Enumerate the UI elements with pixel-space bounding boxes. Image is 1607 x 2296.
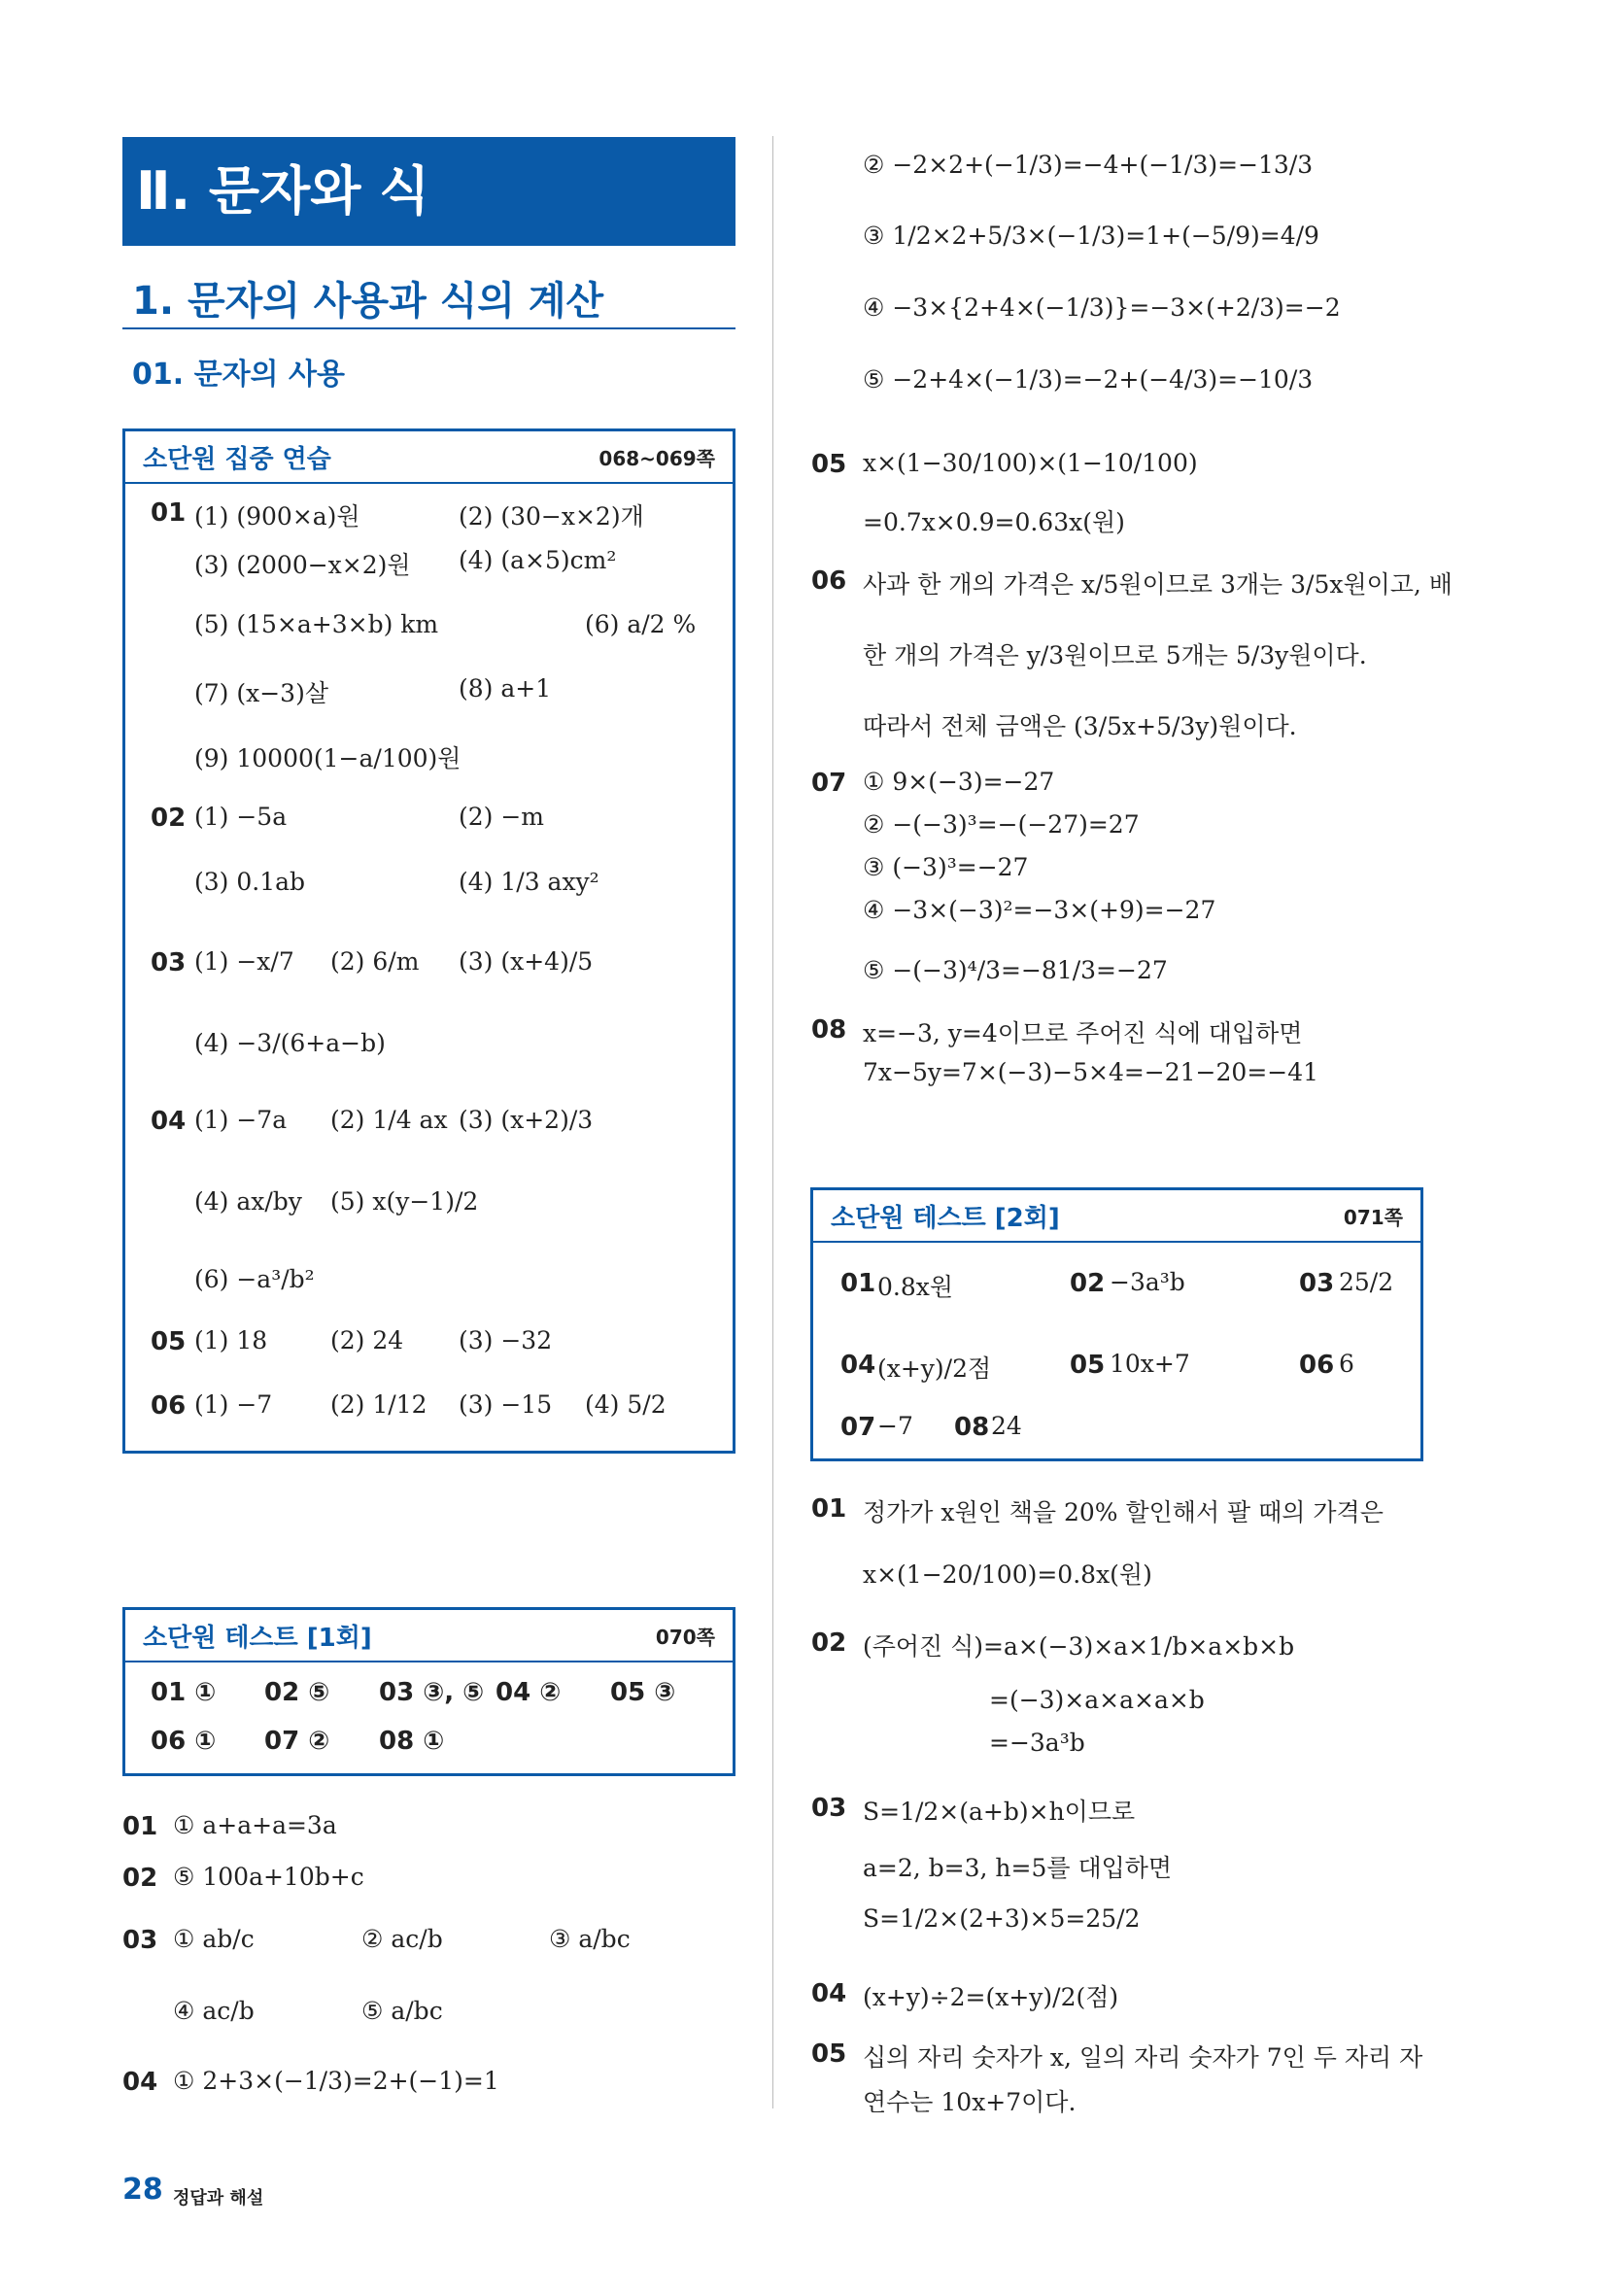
section-rule xyxy=(122,327,735,329)
practice-box-header xyxy=(125,431,733,484)
answer: 01 ① xyxy=(151,1678,217,1707)
answer: (x+y)/2점 xyxy=(877,1354,992,1383)
item-number: 06 xyxy=(151,1391,187,1421)
chapter-banner xyxy=(122,137,735,246)
test2-box-title: 소단원 테스트 [2회] xyxy=(831,1204,1060,1233)
item-number: 02 xyxy=(151,804,187,833)
solution-text: ⑤ a/bc xyxy=(361,1997,443,2025)
footer-label: 정답과 해설 xyxy=(173,2188,264,2209)
solution-text: ② −(−3)³=−(−27)=27 xyxy=(863,810,1140,839)
solution-text: S=1/2×(a+b)×h이므로 xyxy=(863,1798,1136,1826)
answer: (1) −7 xyxy=(194,1390,273,1419)
answer: (6) a/2 % xyxy=(585,610,697,638)
answer: (4) (a×5)cm² xyxy=(459,546,617,574)
answer: (2) 24 xyxy=(330,1326,404,1354)
item-number: 05 xyxy=(811,2039,847,2069)
answer: −7 xyxy=(877,1412,913,1440)
solution-text: 7x−5y=7×(−3)−5×4=−21−20=−41 xyxy=(863,1058,1319,1086)
solution-text: x=−3, y=4이므로 주어진 식에 대입하면 xyxy=(863,1019,1303,1047)
solution-text: ③ (−3)³=−27 xyxy=(863,853,1029,881)
answer: (9) 10000(1−a/100)원 xyxy=(194,744,462,772)
practice-box-title: 소단원 집중 연습 xyxy=(143,445,331,474)
solution-text: ② ac/b xyxy=(361,1925,443,1953)
item-number: 01 xyxy=(840,1269,876,1298)
answer: (4) 1/3 axy² xyxy=(459,868,599,896)
answer: (6) −a³/b² xyxy=(194,1265,315,1293)
answer: (3) (x+4)/5 xyxy=(459,947,594,976)
answer: (5) x(y−1)/2 xyxy=(330,1187,479,1216)
solution-text: ① 9×(−3)=−27 xyxy=(863,768,1055,796)
answer: 03 ③, ⑤ xyxy=(379,1678,485,1707)
answer: −3a³b xyxy=(1110,1268,1185,1296)
answer: (4) 5/2 xyxy=(585,1390,667,1419)
solution-text: =(−3)×a×a×a×b xyxy=(989,1686,1205,1714)
answer: (2) 1/4 ax xyxy=(330,1106,448,1134)
answer: (8) a+1 xyxy=(459,674,552,703)
solution-text: =−3a³b xyxy=(989,1729,1085,1757)
answer: (1) −x/7 xyxy=(194,947,294,976)
test1-box-header xyxy=(125,1610,733,1662)
answer: (2) 1/12 xyxy=(330,1390,427,1419)
item-number: 03 xyxy=(151,948,187,977)
answer: (7) (x−3)살 xyxy=(194,679,328,707)
answer: (4) ax/by xyxy=(194,1187,302,1216)
item-number: 06 xyxy=(811,566,847,596)
item-number: 05 xyxy=(151,1327,187,1356)
answer: (5) (15×a+3×b) km xyxy=(194,610,439,638)
answer: (2) (30−x×2)개 xyxy=(459,502,644,531)
practice-box xyxy=(122,428,735,1454)
answer: (3) −15 xyxy=(459,1390,553,1419)
solution-text: ③ 1/2×2+5/3×(−1/3)=1+(−5/9)=4/9 xyxy=(863,222,1319,250)
answer: (1) −5a xyxy=(194,803,288,831)
chapter-title: Ⅱ. 문자와 식 xyxy=(136,160,430,222)
answer: (4) −3/(6+a−b) xyxy=(194,1029,386,1057)
item-number: 03 xyxy=(122,1926,158,1955)
item-number: 01 xyxy=(151,498,187,528)
subsection-title: 01. 문자의 사용 xyxy=(132,358,345,392)
item-number: 07 xyxy=(840,1413,876,1442)
solution-text: ④ ac/b xyxy=(173,1997,255,2025)
answer: 6 xyxy=(1339,1350,1354,1378)
item-number: 06 xyxy=(1299,1351,1335,1380)
item-number: 04 xyxy=(151,1107,187,1136)
solution-text: ① 2+3×(−1/3)=2+(−1)=1 xyxy=(173,2067,499,2095)
solution-text: ⑤ 100a+10b+c xyxy=(173,1863,364,1891)
answer: (2) −m xyxy=(459,803,545,831)
item-number: 04 xyxy=(122,2068,158,2097)
answer: 05 ③ xyxy=(610,1678,676,1707)
item-number: 01 xyxy=(811,1494,847,1524)
solution-text: ⑤ −(−3)⁴/3=−81/3=−27 xyxy=(863,956,1168,984)
solution-text: ④ −3×{2+4×(−1/3)}=−3×(+2/3)=−2 xyxy=(863,293,1341,322)
answer: (3) 0.1ab xyxy=(194,868,306,896)
solution-text: 한 개의 가격은 y/3원이므로 5개는 5/3y원이다. xyxy=(863,641,1367,669)
solution-text: ① ab/c xyxy=(173,1925,255,1953)
solution-text: (주어진 식)=a×(−3)×a×1/b×a×b×b xyxy=(863,1632,1295,1661)
column-divider xyxy=(772,136,773,2108)
item-number: 05 xyxy=(1070,1351,1106,1380)
item-number: 08 xyxy=(954,1413,990,1442)
item-number: 07 xyxy=(811,769,847,798)
test2-box-header xyxy=(813,1190,1420,1243)
answer: 10x+7 xyxy=(1110,1350,1190,1378)
answer: 07 ② xyxy=(264,1727,330,1756)
test1-box-title: 소단원 테스트 [1회] xyxy=(143,1624,372,1653)
answer: 06 ① xyxy=(151,1727,217,1756)
section-title: 1. 문자의 사용과 식의 계산 xyxy=(132,279,604,324)
solution-text: ① a+a+a=3a xyxy=(173,1811,337,1839)
item-number: 04 xyxy=(811,1979,847,2008)
solution-text: 따라서 전체 금액은 (3/5x+5/3y)원이다. xyxy=(863,712,1297,740)
answer: (1) (900×a)원 xyxy=(194,502,360,531)
solution-text: ⑤ −2+4×(−1/3)=−2+(−4/3)=−10/3 xyxy=(863,365,1314,394)
answer: 04 ② xyxy=(496,1678,562,1707)
item-number: 02 xyxy=(811,1628,847,1658)
answer: 25/2 xyxy=(1339,1268,1394,1296)
solution-text: ② −2×2+(−1/3)=−4+(−1/3)=−13/3 xyxy=(863,151,1314,179)
solution-text: 연수는 10x+7이다. xyxy=(863,2088,1077,2116)
answer: (3) −32 xyxy=(459,1326,553,1354)
item-number: 08 xyxy=(811,1015,847,1045)
solution-text: 사과 한 개의 가격은 x/5원이므로 3개는 3/5x원이고, 배 xyxy=(863,570,1453,599)
item-number: 02 xyxy=(122,1864,158,1893)
solution-text: a=2, b=3, h=5를 대입하면 xyxy=(863,1854,1173,1882)
solution-text: ③ a/bc xyxy=(549,1925,631,1953)
item-number: 05 xyxy=(811,450,847,479)
solution-text: x×(1−30/100)×(1−10/100) xyxy=(863,449,1198,477)
item-number: 01 xyxy=(122,1812,158,1841)
item-number: 02 xyxy=(1070,1269,1106,1298)
test2-box-pages: 071쪽 xyxy=(1343,1206,1403,1229)
answer: (1) 18 xyxy=(194,1326,268,1354)
item-number: 03 xyxy=(1299,1269,1335,1298)
solution-text: =0.7x×0.9=0.63x(원) xyxy=(863,508,1125,536)
answer: 24 xyxy=(991,1412,1022,1440)
answer: (3) (2000−x×2)원 xyxy=(194,551,411,579)
test1-box-pages: 070쪽 xyxy=(655,1626,715,1649)
solution-text: 십의 자리 숫자가 x, 일의 자리 숫자가 7인 두 자리 자 xyxy=(863,2043,1423,2072)
answer: (3) (x+2)/3 xyxy=(459,1106,594,1134)
page-number: 28 xyxy=(122,2173,163,2207)
item-number: 04 xyxy=(840,1351,876,1380)
solution-text: x×(1−20/100)=0.8x(원) xyxy=(863,1560,1152,1589)
item-number: 03 xyxy=(811,1794,847,1823)
answer: (1) −7a xyxy=(194,1106,288,1134)
answer: 02 ⑤ xyxy=(264,1678,330,1707)
solution-text: 정가가 x원인 책을 20% 할인해서 팔 때의 가격은 xyxy=(863,1498,1384,1526)
solution-text: (x+y)÷2=(x+y)/2(점) xyxy=(863,1983,1119,2011)
practice-box-pages: 068~069쪽 xyxy=(598,447,715,470)
answer: 08 ① xyxy=(379,1727,445,1756)
solution-text: S=1/2×(2+3)×5=25/2 xyxy=(863,1904,1141,1933)
answer: (2) 6/m xyxy=(330,947,420,976)
solution-text: ④ −3×(−3)²=−3×(+9)=−27 xyxy=(863,896,1216,924)
answer: 0.8x원 xyxy=(877,1273,954,1301)
